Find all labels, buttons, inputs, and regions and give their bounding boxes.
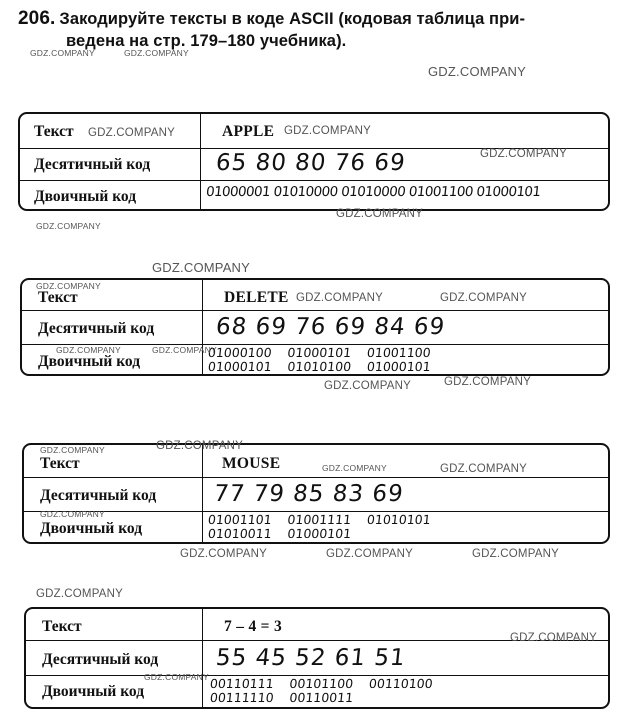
task-text-1: Закодируйте тексты в коде ASCII (кодовая таблица при- (59, 10, 526, 28)
decimal-code-value: 77 79 85 83 69 (212, 481, 405, 507)
binary-code-line-1: 00110111 00101100 00110100 (209, 676, 434, 691)
label-binary: Двоичный код (40, 520, 143, 537)
table-text-value: DELETE (224, 289, 289, 306)
label-decimal: Десятичный код (42, 651, 159, 668)
watermark: GDZ.COMPANY (88, 127, 175, 139)
watermark: GDZ.COMPANY (336, 208, 423, 220)
binary-code-line-1: 01001101 01001111 01010101 (207, 512, 432, 527)
label-decimal: Десятичный код (40, 487, 157, 504)
watermark: GDZ.COMPANY (326, 548, 413, 560)
watermark: GDZ.COMPANY (30, 48, 95, 58)
watermark: GDZ.COMPANY (36, 281, 101, 291)
watermark: GDZ.COMPANY (40, 445, 105, 455)
watermark: GDZ.COMPANY (180, 548, 267, 560)
label-binary: Двоичный код (34, 188, 137, 205)
watermark: GDZ.COMPANY (324, 380, 411, 392)
task-text-2: ведена на стр. 179–180 учебника). (66, 32, 347, 50)
watermark: GDZ.COMPANY (510, 632, 597, 644)
watermark: GDZ.COMPANY (152, 260, 251, 275)
watermark: GDZ.COMPANY (152, 345, 217, 355)
watermark: GDZ.COMPANY (472, 548, 559, 560)
task-heading (18, 8, 610, 50)
table-text-value: 7 – 4 = 3 (224, 618, 283, 635)
label-binary: Двоичный код (38, 353, 141, 370)
watermark: GDZ.COMPANY (156, 440, 243, 452)
label-text: Текст (38, 289, 78, 306)
label-decimal: Десятичный код (34, 156, 151, 173)
decimal-code-value: 65 80 80 76 69 (214, 150, 407, 176)
watermark: GDZ.COMPANY (440, 463, 527, 475)
watermark: GDZ.COMPANY (36, 221, 101, 231)
table-text-value: APPLE (222, 123, 275, 140)
watermark: GDZ.COMPANY (322, 463, 387, 473)
watermark: GDZ.COMPANY (56, 345, 121, 355)
label-decimal: Десятичный код (38, 320, 155, 337)
watermark: GDZ.COMPANY (36, 588, 123, 600)
watermark: GDZ.COMPANY (40, 509, 105, 519)
ascii-table-expression (24, 607, 610, 709)
watermark: GDZ.COMPANY (296, 292, 383, 304)
watermark: GDZ.COMPANY (124, 48, 189, 58)
label-text: Текст (40, 455, 80, 472)
decimal-code-value: 68 69 76 69 84 69 (214, 314, 447, 340)
watermark: GDZ.COMPANY (440, 292, 527, 304)
decimal-code-value: 55 45 52 61 51 (214, 645, 407, 671)
watermark: GDZ.COMPANY (480, 148, 567, 160)
table-text-value: MOUSE (222, 455, 281, 472)
binary-code-line-2: 01000101 01010100 01000101 (207, 359, 432, 374)
ascii-table-mouse (22, 443, 610, 544)
watermark: GDZ.COMPANY (284, 125, 371, 137)
watermark: GDZ.COMPANY (444, 376, 531, 388)
task-line-1 (18, 8, 610, 30)
binary-code-line-2: 01010011 01000101 (207, 526, 352, 541)
label-binary: Двоичный код (42, 683, 145, 700)
binary-code-value: 01000001 01010000 01010000 01001100 01000101 (205, 184, 542, 200)
label-text: Текст (42, 618, 82, 635)
binary-code-line-1: 01000100 01000101 01001100 (207, 345, 432, 360)
label-text: Текст (34, 123, 74, 140)
task-number: 206. (18, 8, 56, 29)
binary-code-line-2: 00111110 00110011 (209, 690, 354, 705)
watermark: GDZ.COMPANY (144, 672, 209, 682)
watermark: GDZ.COMPANY (428, 64, 527, 79)
